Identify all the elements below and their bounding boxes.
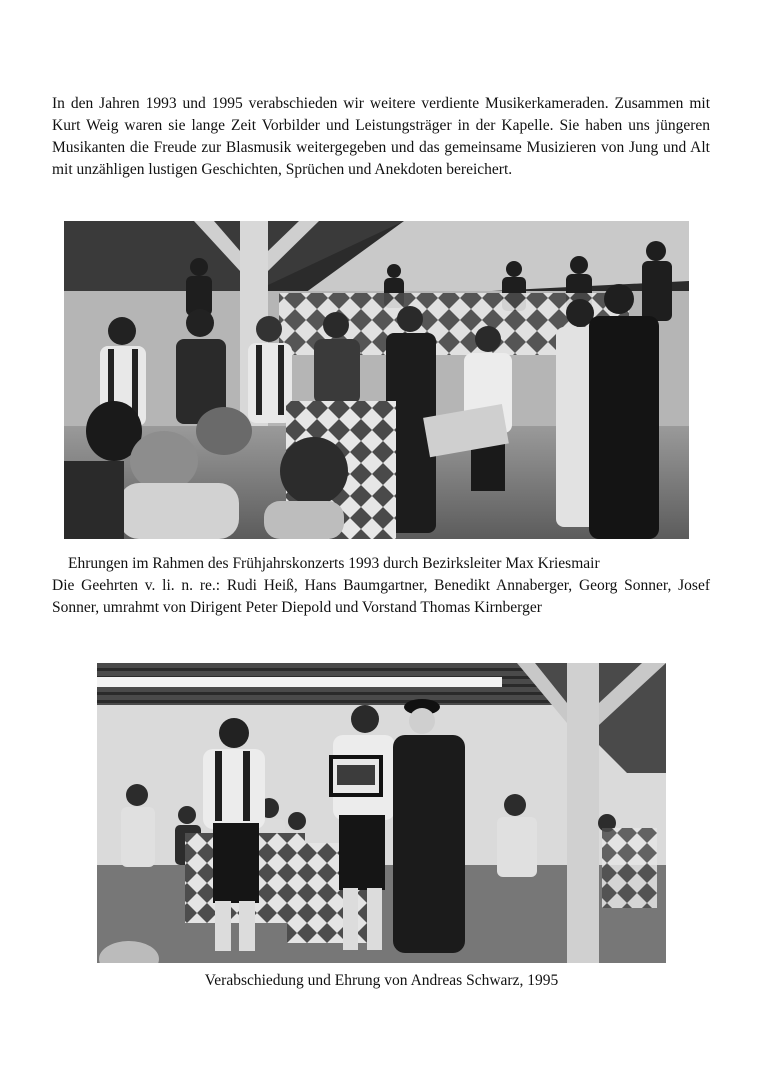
intro-paragraph: In den Jahren 1993 und 1995 verabschieden wir weitere verdiente Musikerkameraden. Zusammen mit Kurt Weig waren sie lange Zeit Vorbilder und Leistungsträger in der Kapelle. Sie haben uns jüngeren Musikanten die Freude zur Blasmusik weitergegeben und das gemeinsame Musizieren von Jung und Alt mit unzähligen lustigen Geschichten, Sprüchen und Anekdoten bereichert. bbox=[52, 95, 710, 178]
caption-1993-line1: Ehrungen im Rahmen des Frühjahrskonzerts 1993 durch Bezirksleiter Max Kriesmair bbox=[68, 555, 600, 572]
photo-farewell-1995 bbox=[97, 663, 666, 963]
photo-1995-caption: Verabschiedung und Ehrung von Andreas Schwarz, 1995 bbox=[204, 972, 559, 989]
caption-1993-names: Die Geehrten v. li. n. re.: Rudi Heiß, Hans Baumgartner, Benedikt Annaberger, Georg Sonner, Josef Sonner, umrahmt von Dirigent Peter Diepold und Vorstand Thomas Kirnberger bbox=[52, 577, 710, 616]
photo-honors-1993 bbox=[64, 221, 689, 539]
photo-1993-caption bbox=[52, 553, 710, 619]
